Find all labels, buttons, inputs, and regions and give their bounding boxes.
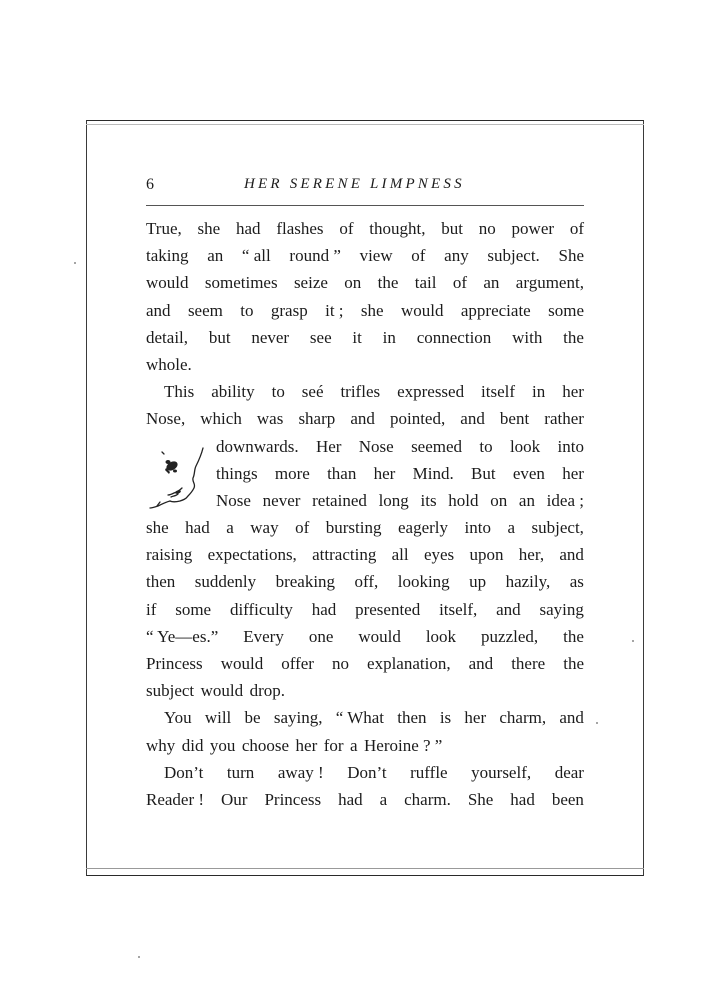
word: never [251, 327, 290, 347]
text-line [146, 623, 584, 650]
text-line [146, 324, 584, 351]
word: had [185, 518, 210, 538]
word: Princess [146, 654, 203, 673]
word: subject [146, 681, 195, 701]
word: with [512, 327, 543, 347]
word: “ all [241, 246, 271, 266]
word: seé [301, 382, 324, 402]
text-line [146, 215, 584, 242]
word: tail [414, 273, 437, 293]
word: and [460, 409, 485, 429]
word: hazily, [505, 572, 551, 592]
word: and [468, 654, 494, 673]
page-border-bottom-inner-rule [86, 868, 644, 869]
word: a [350, 735, 358, 755]
word: her [464, 708, 487, 728]
word: eyes [423, 545, 455, 565]
word: sometimes [204, 273, 278, 293]
word: then [397, 708, 427, 728]
word: downwards. [216, 436, 299, 456]
word: long [378, 490, 409, 510]
word: itself [481, 382, 516, 402]
word: appreciate [460, 300, 531, 320]
word: into [557, 436, 584, 456]
word: why [146, 735, 176, 755]
word: an [207, 246, 224, 266]
word: She [467, 789, 494, 809]
text-line [146, 269, 584, 296]
word: “ Ye—es.” [146, 626, 219, 646]
word: her [562, 382, 584, 402]
word: yourself, [471, 762, 532, 782]
word: subject, [531, 518, 584, 538]
word: never [262, 490, 301, 510]
word: looking [397, 572, 450, 592]
word: This [164, 382, 195, 402]
word: Don’t [164, 762, 204, 782]
word: would [220, 654, 264, 673]
word: charm, [499, 708, 547, 728]
word: turn [226, 762, 255, 782]
text-line [146, 704, 584, 731]
word: she [146, 518, 169, 538]
word: expectations, [207, 545, 297, 565]
word: look [509, 436, 541, 456]
word: upon [469, 545, 504, 565]
word: a [226, 518, 234, 538]
word: choose [241, 735, 290, 755]
word: will [204, 708, 232, 728]
word: on [490, 490, 508, 510]
text-line [146, 514, 584, 541]
word: Our [221, 789, 248, 809]
word: no [478, 219, 496, 238]
text-line [146, 786, 584, 813]
word: bent [499, 409, 530, 429]
word: of [452, 273, 468, 293]
word: of [295, 518, 310, 538]
word: look [425, 626, 457, 646]
word: would [146, 273, 189, 293]
word: to [240, 300, 254, 320]
profile-sketch-icon [146, 444, 212, 514]
word: a [507, 518, 516, 538]
page-border-top-inner-rule [86, 124, 644, 125]
word: would [358, 626, 401, 646]
paper-speck [596, 722, 598, 724]
word: and [496, 599, 521, 619]
word: charm. [404, 789, 451, 809]
word: even [512, 463, 545, 483]
word: away ! [277, 762, 324, 782]
page-number: 6 [146, 176, 155, 193]
word: “ What [335, 708, 385, 728]
word: been [551, 789, 584, 809]
page-header [146, 176, 584, 198]
word: than [327, 463, 357, 483]
word: grasp [270, 300, 308, 320]
word: to [271, 382, 285, 402]
word: if [146, 599, 157, 619]
word: suddenly [194, 572, 257, 592]
word: saying, [273, 708, 323, 728]
word: power [511, 219, 555, 238]
word: its [420, 490, 437, 510]
word: puzzled, [481, 626, 539, 646]
text-line [146, 759, 584, 786]
word: on [344, 273, 362, 293]
word: drop. [249, 681, 285, 701]
word: view [359, 246, 393, 266]
word: and [350, 409, 375, 429]
text-line [146, 650, 584, 677]
word: But [471, 463, 496, 483]
word: in [382, 327, 396, 347]
word: her, [518, 545, 545, 565]
word: would [200, 681, 244, 701]
text-line [146, 297, 584, 324]
word: no [332, 654, 349, 673]
word: Don’t [347, 762, 387, 782]
word: Princess [264, 789, 322, 809]
word: but [208, 327, 231, 347]
word: you [209, 735, 236, 755]
word: which [200, 409, 242, 429]
word: Nose [358, 436, 394, 456]
header-rule [146, 205, 584, 206]
word: some [548, 300, 584, 320]
word: Nose [216, 490, 251, 510]
word: connection [416, 327, 492, 347]
word: an [518, 490, 535, 510]
word: of [411, 246, 426, 266]
word: Nose, [146, 409, 186, 429]
word: one [308, 626, 334, 646]
word: subject. [487, 246, 540, 266]
word: bursting [325, 518, 382, 538]
word: presented [355, 599, 421, 619]
word: there [511, 654, 546, 673]
word: is [439, 708, 452, 728]
word: then [146, 572, 176, 592]
word: the [563, 654, 584, 673]
word: rather [544, 409, 584, 429]
word: of [569, 219, 584, 238]
word: pointed, [389, 409, 446, 429]
word: ability [211, 382, 255, 402]
word: and [146, 300, 171, 320]
word: argument, [515, 273, 584, 293]
paper-speck [74, 262, 76, 264]
word: retained [312, 490, 367, 510]
word: things [216, 463, 258, 483]
word: eagerly [398, 518, 449, 538]
word: the [377, 273, 399, 293]
paper-speck [632, 640, 634, 642]
word: sharp [298, 409, 336, 429]
word: her [295, 735, 318, 755]
word: You [164, 708, 192, 728]
word: her [373, 463, 396, 483]
word: but [441, 219, 463, 238]
text-line [146, 405, 584, 432]
word: a [379, 789, 388, 809]
word: explanation, [367, 654, 451, 673]
word: raising [146, 545, 193, 565]
text-line [146, 242, 584, 269]
word: see [309, 327, 332, 347]
word: for [323, 735, 344, 755]
word: detail, [146, 327, 189, 347]
text-line [146, 351, 584, 378]
word: dear [554, 762, 584, 782]
text-line [146, 596, 584, 623]
word: more [274, 463, 310, 483]
word: thought, [369, 219, 426, 238]
word: Heroine ? ” [364, 735, 443, 755]
text-line [146, 568, 584, 595]
text-line [146, 677, 584, 704]
word: idea ; [546, 490, 584, 510]
word: had [510, 789, 535, 809]
word: difficulty [229, 599, 293, 619]
word: of [339, 219, 354, 238]
text-line [146, 541, 584, 568]
word: ruffle [410, 762, 448, 782]
word: She [558, 246, 584, 266]
word: and [559, 545, 584, 565]
running-head: HER SERENE LIMPNESS [244, 176, 465, 192]
word: would [400, 300, 444, 320]
word: it [352, 327, 362, 347]
word: she [360, 300, 384, 320]
word: her [562, 463, 584, 483]
word: had [338, 789, 363, 809]
word: hold [448, 490, 479, 510]
word: the [563, 626, 584, 646]
word: up [469, 572, 487, 592]
word: had [311, 599, 337, 619]
word: in [532, 382, 546, 402]
body-text [146, 215, 584, 813]
text-line [146, 378, 584, 405]
word: itself, [439, 599, 478, 619]
word: round ” [289, 246, 341, 266]
word: it ; [325, 300, 344, 320]
word: Her [315, 436, 342, 456]
text-line [146, 732, 584, 759]
word: breaking [275, 572, 336, 592]
word: Mind. [412, 463, 454, 483]
word: saying [539, 599, 584, 619]
word: taking [146, 246, 189, 266]
word: trifles [340, 382, 381, 402]
word: attracting [312, 545, 377, 565]
word: was [256, 409, 284, 429]
word: she [197, 219, 221, 238]
paper-speck [138, 956, 140, 958]
word: and [559, 708, 584, 728]
word: Reader ! [146, 789, 205, 809]
word: whole. [146, 354, 192, 374]
word: any [444, 246, 469, 266]
word: off, [354, 572, 379, 592]
word: seemed [411, 436, 463, 456]
word: to [479, 436, 493, 456]
word: seize [293, 273, 328, 293]
word: did [181, 735, 204, 755]
word: offer [281, 654, 314, 673]
word: an [483, 273, 500, 293]
word: way [250, 518, 279, 538]
word: had [235, 219, 261, 238]
word: all [391, 545, 409, 565]
word: expressed [397, 382, 465, 402]
word: be [244, 708, 261, 728]
word: seem [187, 300, 223, 320]
word: into [464, 518, 491, 538]
word: some [175, 599, 212, 619]
word: True, [146, 219, 182, 238]
word: flashes [276, 219, 324, 238]
word: Every [243, 626, 284, 646]
word: as [569, 572, 584, 592]
word: the [563, 327, 584, 347]
